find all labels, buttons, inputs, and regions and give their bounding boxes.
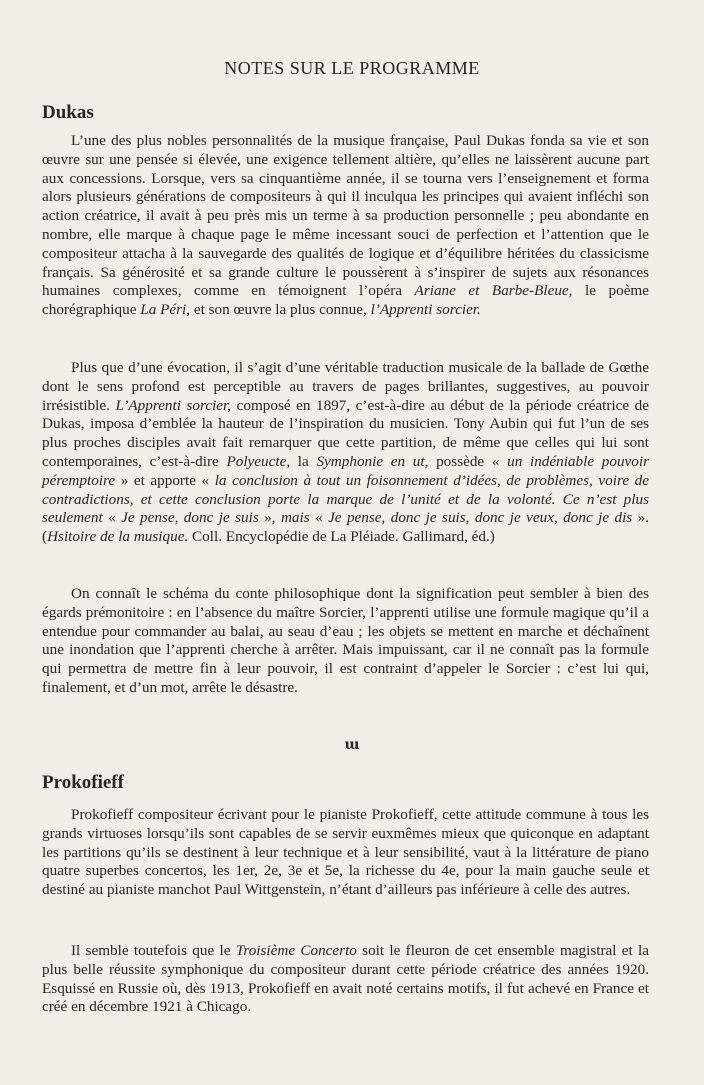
dukas-paragraph-2: Plus que d’une évocation, il s’agit d’une véritable traduction musicale de la ballade de Gœthe dont le sens profond est perceptible au travers de pages brillantes, suggestives, au pouvoir irrésistible. L’Apprenti sorcier, composé en 1897, c’est-à-dire au début de la période créatrice de Dukas, imposa d’emblée la hauteur de l’inspiration du musicien. Tony Aubin qui fut l’un de ses plus proches disciples avait fait remarquer que cette partition, de même que celles qui lui sont contemporaines, c’est-à-dire Polyeucte, la Symphonie en ut, possède « un indéniable pouvoir péremptoire » et apporte « la conclusion à tout un foisonnement d’idées, de problèmes, voire de contradictions, et cette conclusion porte la marque de l’unité et de la volonté. Ce n’est plus seulement « Je pense, donc je suis », mais « Je pense, donc je suis, donc je veux, donc je dis ». (Hsitoire de la musique. Coll. Encyclopédie de La Pléiade. Gallimard, éd.) <box>42 359 650 546</box>
ornament-divider: ɯ <box>344 737 360 753</box>
prokofieff-paragraph-1: Prokofieff compositeur écrivant pour le pianiste Prokofieff, cette attitude commune à tous les grands virtuoses lorsqu’ils sont capables de se servir euxmêmes mieux que quiconque en adaptant les partitions qu’ils se destinent à leur technique et à leur sensibilité, vaut à la littérature de piano quatre superbes concertos, les 1er, 2e, 3e et 5e, la richesse du 4e, pour la main gauche seule et destiné au pianiste manchot Paul Wittgenstein, n’étant d’ailleurs pas inférieure à celle des autres. <box>42 806 649 899</box>
prokofieff-paragraph-2: Il semble toutefois que le Troisième Concerto soit le fleuron de cet ensemble magistral et la plus belle réussite symphonique du compositeur durant cette période créatrice des années 1920. Esquissé en Russie où, dès 1913, Prokofieff en avait noté certains motifs, il fut achevé en France et créé en décembre 1921 à Chicago. <box>42 942 649 1016</box>
section-heading-prokofieff: Prokofieff <box>42 772 124 793</box>
dukas-paragraph-3: On connaît le schéma du conte philosophique dont la signification peut sembler à bien des égards prémonitoire : en l’absence du maître Sorcier, l’apprenti utilise une formule magique qu’il a entendue pour commander au balai, au seau d’eau ; les objets se mettent en marche et déchaînent une inondation que l’apprenti cherche à arrêter. Mais impuissant, car il ne connaît pas la formule qui permettra de mettre fin à leur pouvoir, il est contraint d’appeler le Sorcier : c’est lui qui, finalement, et d’un mot, arrête le désastre. <box>42 585 649 696</box>
page-title: NOTES SUR LE PROGRAMME <box>224 58 480 78</box>
dukas-paragraph-1: L’une des plus nobles personnalités de la musique française, Paul Dukas fonda sa vie et son œuvre sur une pensée si élevée, une exigence tellement altière, qu’elles ne laissèrent aucune part aux concessions. Lorsque, vers sa cinquantième année, il se tourna vers l’enseignement et forma alors plusieurs générations de compositeurs à qui il inculqua les principes qui avaient infléchi son action créatrice, il avait à peu près mis un terme à sa production personnelle ; peu abondante en nombre, elle marque à chaque page le même incessant souci de perfection et l’attention que le compositeur attacha à la sauvegarde des qualités de logique et d’équilibre héritées du classicisme français. Sa générosité et sa grande culture le poussèrent à s’inspirer de sujets aux résonances humaines complexes, comme en témoignent l’opéra Ariane et Barbe-Bleue, le poème chorégraphique La Péri, et son œuvre la plus connue, l’Apprenti sorcier. <box>42 132 649 319</box>
section-heading-dukas: Dukas <box>42 102 94 123</box>
